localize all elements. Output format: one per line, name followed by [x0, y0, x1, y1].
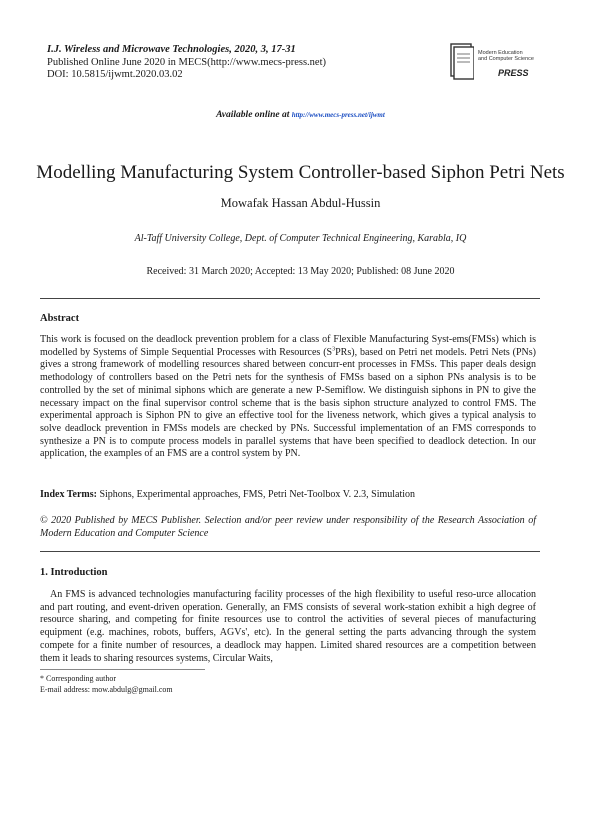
index-terms-list: Siphons, Experimental approaches, FMS, Petri Net-Toolbox V. 2.3, Simulation [96, 489, 416, 500]
journal-citation: I.J. Wireless and Microwave Technologies, 2020, 3, 17-31 [47, 44, 296, 55]
introduction-heading: 1. Introduction [40, 567, 108, 578]
copyright-notice: © 2020 Published by MECS Publisher. Selection and/or peer review under responsibility of the Research Association of Modern Education and Computer Science [40, 515, 536, 539]
doi: DOI: 10.5815/ijwmt.2020.03.02 [47, 69, 183, 80]
publication-dates: Received: 31 March 2020; Accepted: 13 May 2020; Published: 08 June 2020 [146, 266, 455, 277]
logo-line-1: Modern Education [478, 50, 523, 56]
footnote-rule [40, 669, 205, 670]
abstract-text-a: This work is focused on the deadlock prevention problem for a class of Flexible Manufacturing Syst-ems(FMSs) which is modelled by Systems of Simple Sequential Processes with Resources (S [40, 334, 536, 358]
abstract-text-b: PRs), based on Petri net models. Petri Nets (PNs) gives a strong framework of modelling resources shared between concurr-ent processes in FMSs. This paper deals design methodology of controllers based on the Petri nets for the synthesis of FMSs based on a siphon PNs analysis is to be controlled by the set of minimal siphons which are generate a new P-Semiflow. We distinguish siphons in PN to give the necessary impact on the final supervisor control scheme that is the basis siphon structure analyzed to control FMS. The experimental approach is Siphon PN to give an effective tool for the liveness network, which gives a typical analysis to solve deadlock prevention in FMSs models are checked by PNs. Successful implementation of an FMS corresponds to synthesize a PN is to compute process models in parallel systems that have been specified to deadlock detection. In our application, the examples of an FMS are a control system by PN. [40, 346, 536, 460]
author-name: Mowafak Hassan Abdul-Hussin [220, 196, 381, 210]
available-label: Available online at [216, 110, 292, 120]
affiliation: Al-Taff University College, Dept. of Computer Technical Engineering, Karabla, IQ [134, 233, 467, 244]
introduction-text: An FMS is advanced technologies manufacturing facility processes of the high flexibility to useful reso-urce allocation and part routing, and event-driven operation. Generally, an FMS consists of several work-station exhibit a high degree of resource sharing, and competing for finite resources use to control the activities of several pieces of manufacturing equipment (e.g. machines, robots, buffers, AGVs', etc). In the general setting the parts advancing through the system compete for a finite number of resources, a deadlock may happen. Limited shared resources are a competition between them it leads to sharing resources systems, Circular Waits, [40, 589, 536, 664]
abstract-text [40, 334, 536, 461]
book-logo-icon [448, 42, 474, 80]
index-terms-label: Index Terms: [40, 489, 97, 500]
divider-top [40, 298, 540, 299]
publisher-logo [448, 38, 540, 88]
logo-line-2: and Computer Science [478, 56, 534, 62]
divider-bottom [40, 551, 540, 552]
footnote [40, 674, 173, 695]
journal-header [47, 44, 326, 82]
abstract-heading: Abstract [40, 313, 80, 324]
journal-url-link[interactable]: http://www.mecs-press.net/ijwmt [291, 111, 385, 119]
published-online: Published Online June 2020 in MECS(http://www.mecs-press.net) [47, 56, 327, 68]
index-terms [40, 489, 536, 502]
email-address: E-mail address: mow.abdulg@gmail.com [40, 684, 173, 694]
paper-title: Modelling Manufacturing System Controller-based Siphon Petri Nets [36, 162, 565, 183]
available-online [0, 110, 601, 120]
corresponding-author: * Corresponding author [40, 674, 116, 683]
abstract-superscript: 3 [332, 346, 336, 353]
logo-press: PRESS [498, 68, 529, 78]
